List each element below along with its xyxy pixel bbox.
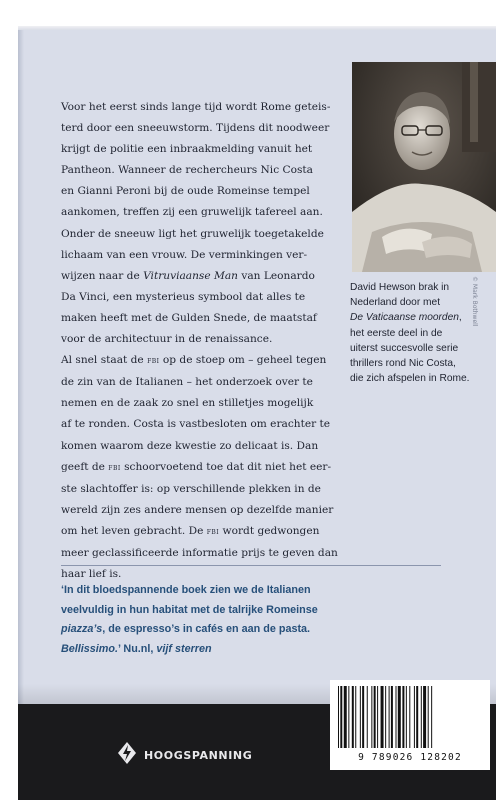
blurb-line: Onder de sneeuw ligt het gruwelijk toegetakelde	[61, 227, 324, 240]
blurb-line: Voor het eerst sinds lange tijd wordt Rome geteis-	[61, 101, 331, 113]
blurb-line: ste slachtoffer is: op verschillende plekken in de	[61, 482, 321, 495]
barcode-bar	[428, 686, 429, 748]
blurb-line: nemen en de zaak zo snel en stilletjes mogelijk	[61, 397, 314, 410]
barcode-bar	[406, 686, 407, 748]
blurb-line: Al snel staat de fbi op de stoep om – geheel tegen	[61, 354, 327, 367]
blurb-line: lichaam van een vrouw. De verminkingen ver-	[61, 248, 308, 261]
barcode-bar	[416, 686, 418, 748]
author-photo	[352, 62, 496, 272]
blurb-line: wereld zijn zes andere mensen op dezelfde manier	[61, 503, 334, 516]
author-caption	[350, 280, 496, 386]
blurb-line: haar lief is.	[61, 568, 122, 581]
caption-line: die zich afspelen in Rome.	[350, 373, 470, 385]
quote-line: Bellissimo.’ Nu.nl, vijf sterren	[61, 642, 212, 655]
caption-line: het eerste deel in de	[350, 327, 443, 339]
barcode-bar	[352, 686, 354, 748]
caption-line: David Hewson brak in	[350, 282, 450, 293]
blurb-line: voor de architectuur in de renaissance.	[61, 333, 273, 346]
caption-line: Nederland door met	[350, 297, 441, 309]
blurb-line: Da Vinci, een mysterieus symbool dat alles te	[61, 290, 306, 303]
barcode-bar	[423, 686, 426, 748]
photo-credit: © Mark Bothwell	[471, 276, 478, 327]
lightning-bolt-icon	[118, 742, 136, 768]
blurb-line: terd door een sneeuwstorm. Tijdens dit noodweer	[61, 122, 330, 135]
caption-book-title: De Vaticaanse moorden	[350, 312, 459, 324]
blurb-line: en Gianni Peroni bij de oude Romeinse tempel	[61, 185, 310, 198]
caption-line: De Vaticaanse moorden,	[350, 312, 462, 324]
barcode-bar	[367, 686, 368, 748]
barcode-bar	[340, 686, 342, 748]
blurb-line: geeft de fbi schoorvoetend toe dat dit niet het eer-	[61, 460, 332, 473]
publisher-name: HOOGSPANNING	[144, 748, 253, 762]
barcode-bar	[398, 686, 401, 748]
barcode-bar	[344, 686, 347, 748]
barcode-bar	[396, 686, 397, 748]
caption-line: thrillers rond Nic Costa,	[350, 358, 456, 370]
blurb-line: meer geclassificeerde informatie prijs te geven dan	[61, 546, 338, 559]
barcode-bar	[409, 686, 410, 748]
artwork-title: Vitruviaanse Man	[143, 269, 238, 282]
blurb-line: Pantheon. Wanneer de rechercheurs Nic Costa	[61, 164, 313, 177]
quote-line: piazza’s, de espresso’s in cafés en aan de pasta.	[61, 623, 311, 636]
barcode-bar	[374, 686, 376, 748]
barcode-bar	[377, 686, 378, 748]
barcode-bar	[355, 686, 356, 748]
divider	[61, 565, 441, 566]
blurb-line: om het leven gebracht. De fbi wordt gedwongen	[61, 524, 320, 537]
blurb-text	[61, 97, 361, 585]
barcode-bar	[414, 686, 415, 748]
publisher-logo	[118, 742, 252, 768]
barcode-bar	[402, 686, 404, 748]
barcode-bar	[421, 686, 422, 748]
quote-line: ‘In dit bloedspannende boek zien we de Italianen	[61, 584, 311, 596]
isbn-number: 9 789026 128202	[358, 752, 462, 763]
barcode-bar	[360, 686, 361, 748]
barcode-bar	[381, 686, 384, 748]
quote-line: veelvuldig in hun habitat met de talrijke Romeinse	[61, 603, 318, 616]
blurb-line: aankomen, treffen zij een gruwelijk tafereel aan.	[61, 206, 323, 219]
barcode-bar	[391, 686, 393, 748]
barcode-bar	[385, 686, 386, 748]
blurb-line: komen waarom deze kwestie zo delicaat is. Dan	[61, 439, 319, 452]
blurb-line: krijgt de politie een inbraakmelding vanuit het	[61, 143, 313, 156]
blurb-line: maken heeft met de Gulden Snede, de maatstaf	[61, 311, 317, 324]
barcode-bar	[348, 686, 349, 748]
barcode-bar	[362, 686, 364, 748]
blurb-line: de zin van de Italianen – het onderzoek over te	[61, 376, 313, 389]
blurb-line: wijzen naar de Vitruviaanse Man van Leonardo	[61, 269, 315, 282]
caption-line: uiterst succesvolle serie	[350, 342, 459, 354]
review-quote	[61, 581, 441, 659]
barcode-bar	[371, 686, 372, 748]
barcode-bar	[338, 686, 339, 748]
barcode-bar	[431, 686, 432, 748]
barcode	[330, 680, 490, 770]
barcode-bar	[389, 686, 390, 748]
blurb-line: af te ronden. Costa is vastbesloten om erachter te	[61, 418, 331, 431]
